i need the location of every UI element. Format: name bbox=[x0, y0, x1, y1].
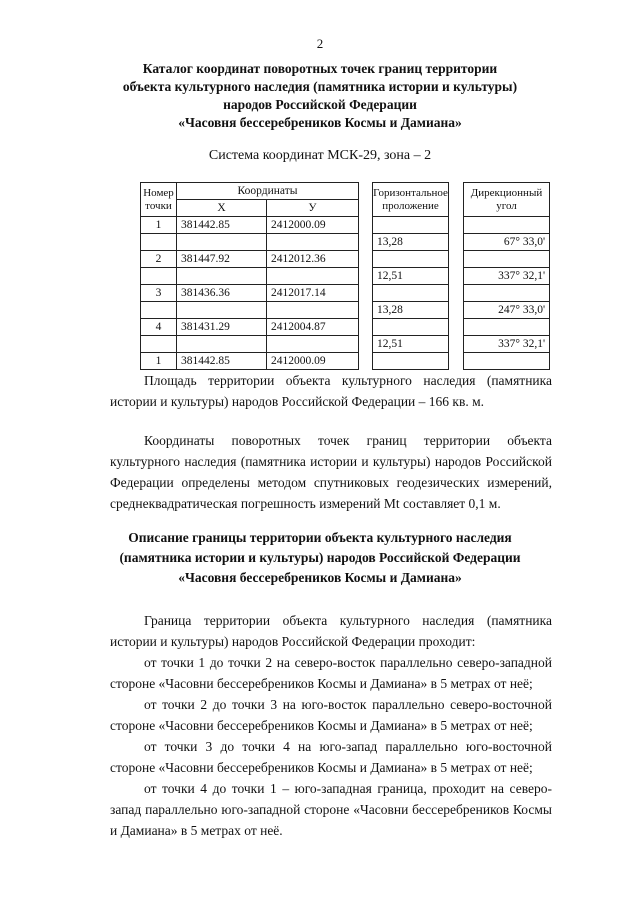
point-number: 1 bbox=[141, 353, 177, 370]
method-paragraph: Координаты поворотных точек границ территории объекта культурного наследия (памятника истории и культуры) народов Российской Федерации определены методом спутниковых геодезических измерений, среднеквадратическая погрешность измерений Mt составляет 0,1 м. bbox=[110, 433, 552, 511]
table-row bbox=[141, 268, 550, 285]
table-row bbox=[141, 285, 550, 302]
title-line: объекта культурного наследия (памятника истории и культуры) bbox=[122, 79, 518, 94]
coord-y: 2412000.09 bbox=[267, 353, 359, 370]
point-number: 1 bbox=[141, 217, 177, 234]
coordinates-table bbox=[140, 182, 550, 370]
table-row bbox=[141, 302, 550, 319]
header-y: У bbox=[267, 200, 359, 217]
header-coordinates: Координаты bbox=[177, 183, 359, 200]
header-point-number: Номер точки bbox=[141, 183, 177, 217]
table-row bbox=[141, 353, 550, 370]
boundary-segment: от точки 3 до точки 4 на юго-запад параллельно юго-восточной стороне «Часовни бессеребреников Космы и Дамиана» в 5 метрах от неё; bbox=[110, 739, 552, 775]
boundary-segment: от точки 2 до точки 3 на юго-восток параллельно северо-восточной стороне «Часовни бессеребреников Космы и Дамиана» в 5 метрах от неё; bbox=[110, 697, 552, 733]
table-row bbox=[141, 234, 550, 251]
horizontal-distance: 12,51 bbox=[373, 336, 449, 353]
boundary-segment: от точки 1 до точки 2 на северо-восток параллельно северо-западной стороне «Часовни бессеребреников Космы и Дамиана» в 5 метрах от неё; bbox=[110, 655, 552, 691]
boundary-description bbox=[110, 610, 552, 841]
horizontal-distance: 12,51 bbox=[373, 268, 449, 285]
direction-angle: 337° 32,1' bbox=[464, 336, 550, 353]
title-line: народов Российской Федерации bbox=[223, 97, 417, 112]
coord-x: 381436.36 bbox=[177, 285, 267, 302]
header-direction: Дирекционный угол bbox=[464, 183, 550, 217]
direction-angle: 247° 33,0' bbox=[464, 302, 550, 319]
title-line: «Часовня бессеребреников Космы и Дамиана» bbox=[178, 115, 462, 130]
coord-x: 381442.85 bbox=[177, 353, 267, 370]
direction-angle: 337° 32,1' bbox=[464, 268, 550, 285]
horizontal-distance: 13,28 bbox=[373, 302, 449, 319]
point-number: 2 bbox=[141, 251, 177, 268]
coord-x: 381442.85 bbox=[177, 217, 267, 234]
title-line: Каталог координат поворотных точек границ территории bbox=[142, 61, 498, 76]
horizontal-distance: 13,28 bbox=[373, 234, 449, 251]
table-row bbox=[141, 217, 550, 234]
boundary-description-heading bbox=[90, 528, 550, 588]
coord-y: 2412004.87 bbox=[267, 319, 359, 336]
point-number: 4 bbox=[141, 319, 177, 336]
coord-y: 2412017.14 bbox=[267, 285, 359, 302]
coordinate-system: Система координат МСК-29, зона – 2 bbox=[208, 148, 432, 163]
boundary-segment: от точки 4 до точки 1 – юго-западная граница, проходит на северо-запад параллельно юго-западной стороне «Часовни бессеребреников Космы и Дамиана» в 5 метрах от неё. bbox=[110, 781, 552, 838]
header-horizontal: Горизонтальное проложение bbox=[373, 183, 449, 217]
document-title bbox=[100, 60, 540, 132]
table-row bbox=[141, 251, 550, 268]
coord-y: 2412012.36 bbox=[267, 251, 359, 268]
heading-line: (памятника истории и культуры) народов Российской Федерации bbox=[119, 550, 521, 565]
heading-line: «Часовня бессеребреников Космы и Дамиана» bbox=[178, 570, 462, 585]
page-number: 2 bbox=[316, 36, 324, 51]
area-paragraph: Площадь территории объекта культурного наследия (памятника истории и культуры) народов Российской Федерации – 166 кв. м. bbox=[110, 373, 552, 409]
heading-line: Описание границы территории объекта культурного наследия bbox=[128, 530, 512, 545]
header-x: X bbox=[177, 200, 267, 217]
coord-y: 2412000.09 bbox=[267, 217, 359, 234]
boundary-intro: Граница территории объекта культурного наследия (памятника истории и культуры) народов Российской Федерации проходит: bbox=[110, 613, 552, 649]
table-row bbox=[141, 336, 550, 353]
coord-x: 381447.92 bbox=[177, 251, 267, 268]
table-row bbox=[141, 319, 550, 336]
coord-x: 381431.29 bbox=[177, 319, 267, 336]
point-number: 3 bbox=[141, 285, 177, 302]
direction-angle: 67° 33,0' bbox=[464, 234, 550, 251]
